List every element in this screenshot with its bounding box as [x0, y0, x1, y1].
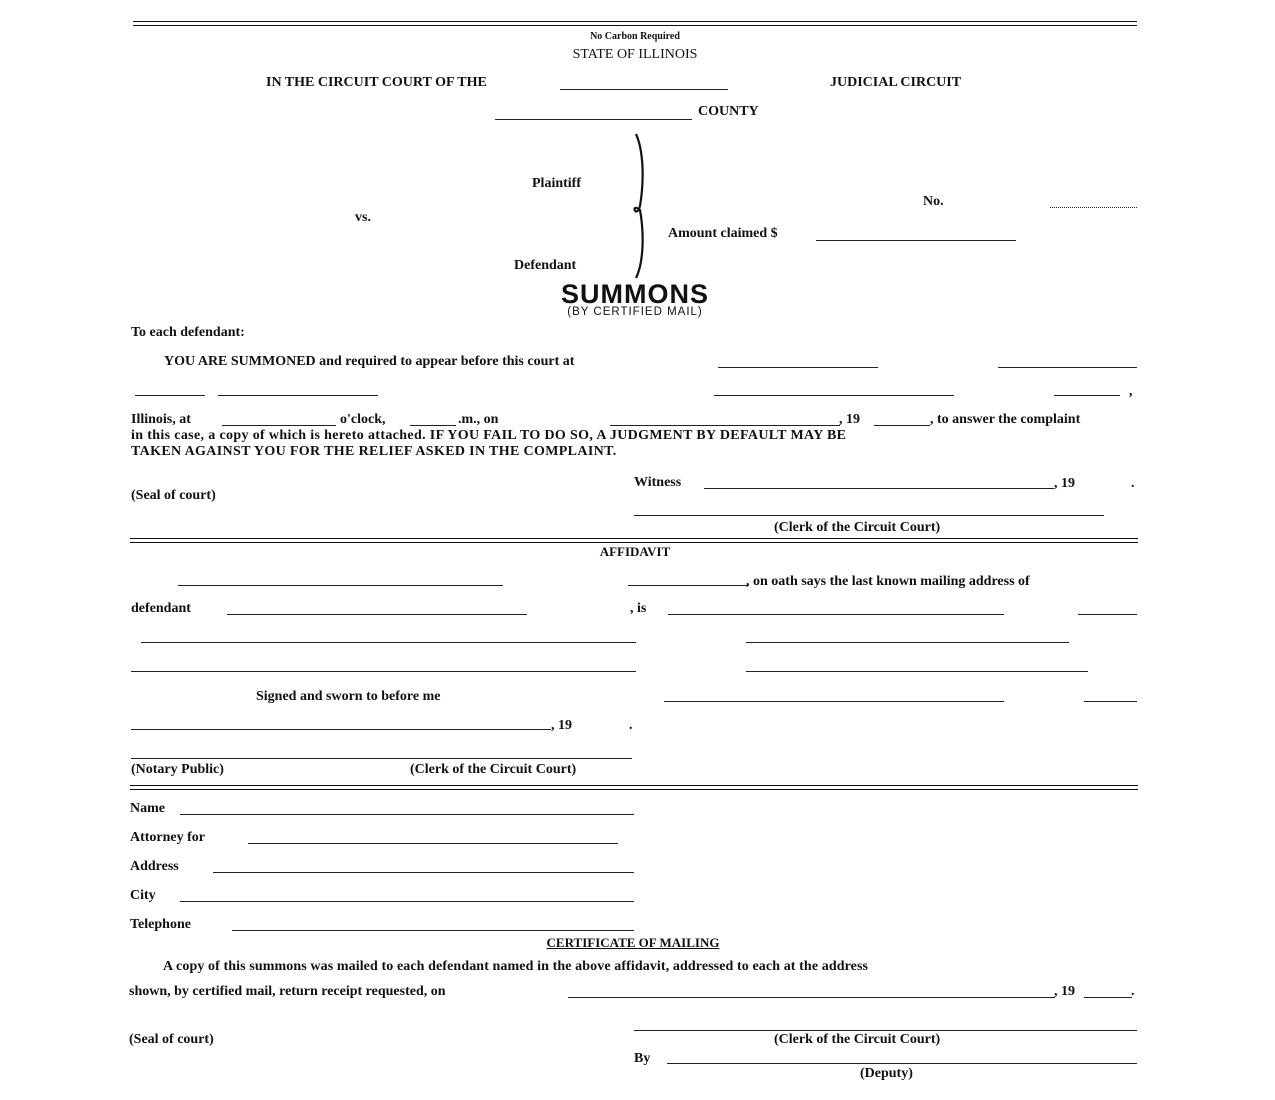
am-pm-line[interactable] — [410, 425, 456, 426]
appear-location-line-2d[interactable] — [1054, 395, 1120, 396]
illinois-at-label: Illinois, at — [131, 412, 191, 427]
attorney-address-line[interactable] — [213, 872, 634, 873]
vs-label: vs. — [355, 210, 371, 225]
summons-subtitle: (BY CERTIFIED MAIL) — [567, 306, 703, 318]
mailing-period: . — [1131, 984, 1135, 999]
address-label: Address — [130, 859, 179, 874]
city-line[interactable] — [180, 901, 634, 902]
summons-line-3: TAKEN AGAINST YOU FOR THE RELIEF ASKED IN THE COMPLAINT. — [131, 444, 617, 459]
no-carbon-label: No Carbon Required — [590, 31, 680, 42]
mailing-date-line[interactable] — [568, 997, 1055, 998]
circuit-number-line[interactable] — [560, 89, 728, 90]
appear-date-line[interactable] — [610, 425, 840, 426]
mailing-year: , 19 — [1054, 984, 1075, 999]
clerk-signature-line-1[interactable] — [634, 515, 1104, 516]
summons-line-2: in this case, a copy of which is hereto attached. IF YOU FAIL TO DO SO, A JUDGMENT BY DEFAULT MAY BE — [131, 428, 847, 443]
affiant-name-line[interactable] — [178, 585, 503, 586]
address-line-2a[interactable] — [141, 642, 636, 643]
signed-sworn-text: Signed and sworn to before me — [256, 689, 441, 704]
appear-location-line-2b[interactable] — [218, 395, 378, 396]
certificate-line-1: A copy of this summons was mailed to each defendant named in the above affidavit, addressed to each at the address — [163, 959, 869, 974]
clerk-label-1: (Clerk of the Circuit Court) — [774, 520, 941, 535]
notary-signature-line[interactable] — [131, 758, 632, 759]
on-oath-text: , on oath says the last known mailing address of — [746, 574, 1030, 589]
appear-location-line-2a[interactable] — [135, 395, 205, 396]
address-line-1[interactable] — [668, 614, 1004, 615]
summons-title: SUMMONS — [561, 279, 709, 309]
oclock-label: o'clock, — [340, 412, 386, 427]
sworn-period: . — [629, 718, 633, 733]
certificate-title: CERTIFICATE OF MAILING — [546, 935, 720, 950]
affiant-name-line-2[interactable] — [628, 585, 748, 586]
defendant-name-line[interactable] — [227, 614, 527, 615]
to-each-defendant: To each defendant: — [131, 325, 245, 340]
caption-brace-icon — [622, 132, 652, 280]
hour-line[interactable] — [222, 425, 336, 426]
certificate-line-2: shown, by certified mail, return receipt requested, on — [129, 984, 446, 999]
city-label: City — [130, 888, 156, 903]
affidavit-rule — [130, 538, 1138, 539]
seal-of-court-2: (Seal of court) — [129, 1032, 214, 1047]
amount-claimed-label: Amount claimed $ — [668, 226, 778, 241]
witness-label: Witness — [634, 475, 682, 490]
telephone-label: Telephone — [130, 917, 191, 932]
defendant-address-label: defendant — [131, 601, 191, 616]
location-comma: , — [1129, 384, 1133, 399]
address-line-3b[interactable] — [746, 671, 1088, 672]
clerk-label-2: (Clerk of the Circuit Court) — [410, 762, 577, 777]
by-label: By — [634, 1051, 651, 1066]
sworn-date-line[interactable] — [131, 729, 551, 730]
affiant-signature-line-b[interactable] — [1084, 701, 1137, 702]
case-no-label: No. — [923, 194, 944, 209]
defendant-label: Defendant — [514, 258, 577, 273]
witness-line[interactable] — [704, 488, 1054, 489]
mailing-year-line[interactable] — [1084, 997, 1132, 998]
amount-claimed-line[interactable] — [816, 240, 1016, 241]
attorney-for-line[interactable] — [248, 843, 618, 844]
affidavit-title: AFFIDAVIT — [599, 544, 671, 559]
sworn-year: , 19 — [551, 718, 572, 733]
affidavit-rule-2 — [130, 542, 1138, 543]
witness-year: , 19 — [1054, 476, 1075, 491]
clerk-label-3: (Clerk of the Circuit Court) — [774, 1032, 941, 1047]
name-line[interactable] — [180, 814, 634, 815]
judicial-circuit-label: JUDICIAL CIRCUIT — [830, 75, 962, 90]
deputy-signature-line[interactable] — [667, 1063, 1137, 1064]
attorney-rule-2 — [130, 789, 1138, 790]
case-no-line[interactable] — [1050, 207, 1137, 208]
year-prefix: , 19 — [839, 412, 860, 427]
name-label: Name — [130, 801, 165, 816]
appear-location-line-2c[interactable] — [714, 395, 954, 396]
to-answer-text: , to answer the complaint — [930, 412, 1081, 427]
witness-period: . — [1131, 476, 1135, 491]
county-line[interactable] — [495, 119, 692, 120]
address-line-3a[interactable] — [131, 671, 636, 672]
attorney-rule — [130, 785, 1138, 786]
address-line-2b[interactable] — [746, 642, 1069, 643]
is-label: , is — [630, 601, 647, 616]
appear-location-line-1b[interactable] — [998, 367, 1137, 368]
clerk-signature-line-3[interactable] — [634, 1030, 1137, 1031]
address-line-1b[interactable] — [1078, 614, 1137, 615]
top-rule — [133, 21, 1137, 22]
county-label: COUNTY — [698, 104, 759, 119]
attorney-for-label: Attorney for — [130, 830, 206, 845]
state-heading: STATE OF ILLINOIS — [572, 47, 698, 62]
plaintiff-label: Plaintiff — [532, 176, 581, 191]
top-rule-2 — [133, 25, 1137, 26]
summoned-text: YOU ARE SUMMONED and required to appear before this court at — [164, 354, 575, 369]
m-on-label: .m., on — [458, 412, 499, 427]
seal-of-court-1: (Seal of court) — [131, 488, 216, 503]
notary-label: (Notary Public) — [131, 762, 224, 777]
deputy-label: (Deputy) — [860, 1066, 913, 1081]
appear-location-line-1[interactable] — [718, 367, 878, 368]
telephone-line[interactable] — [232, 930, 634, 931]
court-prefix: IN THE CIRCUIT COURT OF THE — [266, 75, 487, 90]
appear-year-line[interactable] — [874, 425, 930, 426]
affiant-signature-line[interactable] — [664, 701, 1004, 702]
